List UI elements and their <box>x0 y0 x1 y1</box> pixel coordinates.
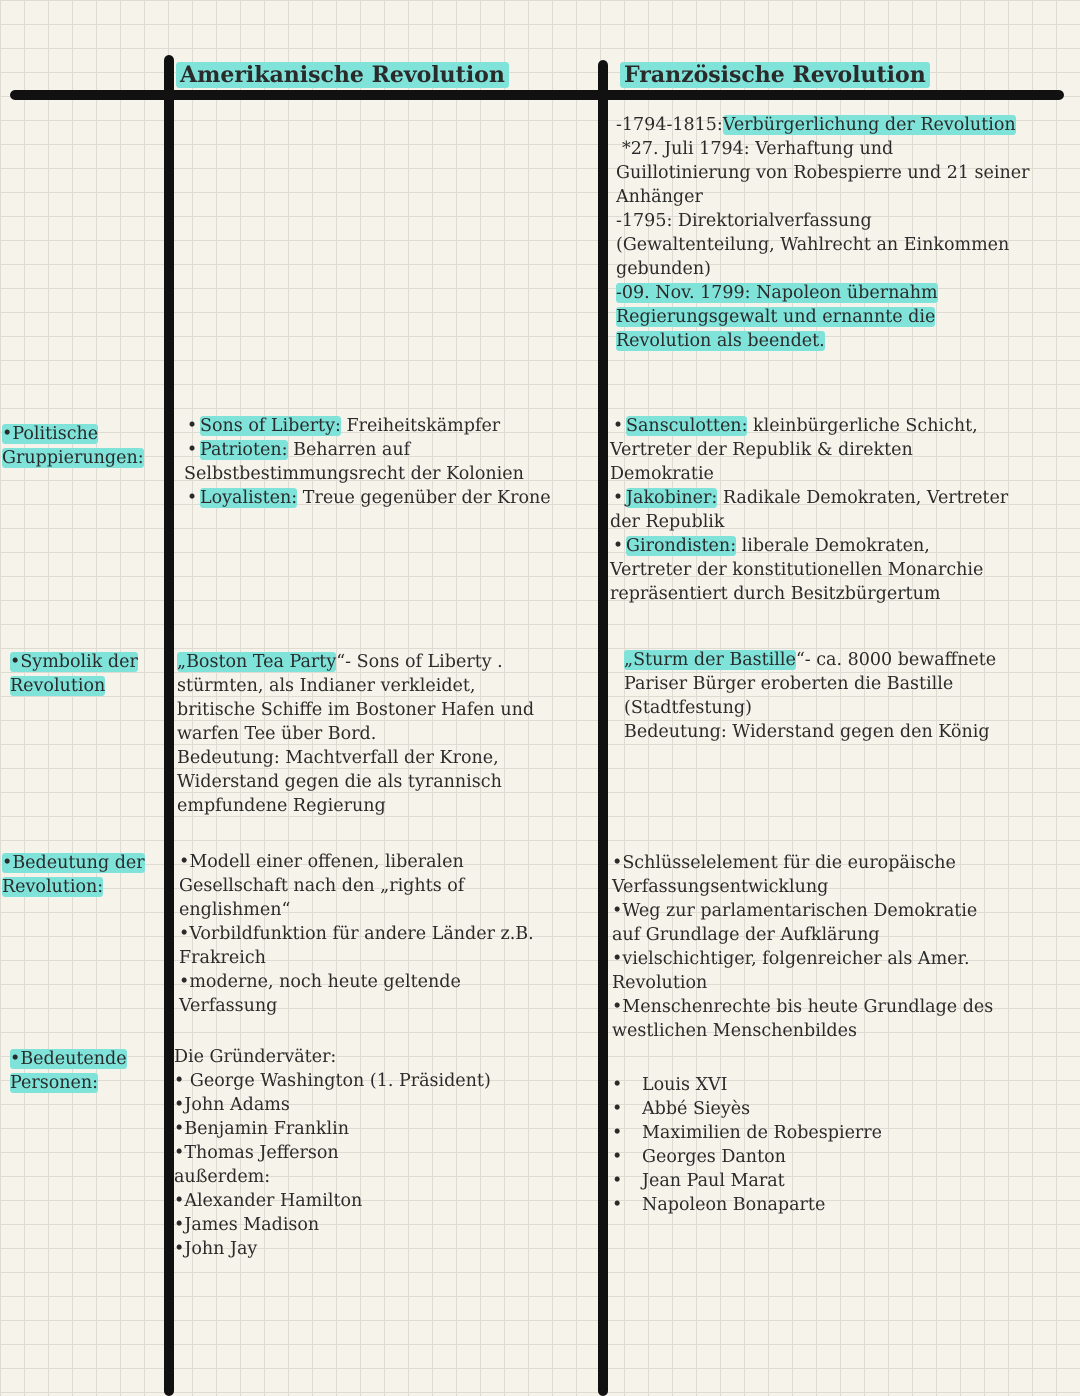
column-header-french: Französische Revolution <box>620 62 930 88</box>
column-header-american: Amerikanische Revolution <box>176 62 509 88</box>
french-meaning: •Schlüsselelement für die europäische Verfassungsentwicklung •Weg zur parlamentarischen Demokratie auf Grundlage der Aufklärung •vielschichtiger, folgenreicher als Amer. Revolution •Menschenrechte bis heute Grundlage des westlichen Menschenbildes <box>612 853 994 1041</box>
list-item: • Abbé Sieyès <box>612 1099 751 1119</box>
row-label-symbolism: •Symbolik der Revolution <box>10 652 138 696</box>
list-item: • Maximilien de Robespierre <box>612 1123 883 1143</box>
column-divider-left <box>164 55 174 1396</box>
american-meaning: •Modell einer offenen, liberalen Gesellschaft nach den „rights of englishmen“ •Vorbildfunktion für andere Länder z.B. Frakreich •moderne, noch heute geltende Verfassung <box>179 852 534 1016</box>
french-political-groups: • Sansculotten: kleinbürgerliche Schicht, Vertreter der Republik & direkten Demokratie • Jakobiner: Radikale Demokraten, Vertreter der Republik • Girondisten: liberale Demokraten, Vertreter der konstitutionellen Monarchie repräsentiert durch Besitzbürgertum <box>610 416 1009 604</box>
american-political-groups: • Sons of Liberty: Freiheitskämpfer • Patrioten: Beharren auf Selbstbestimmungsrecht der Kolonien • Loyalisten: Treue gegenüber der Krone <box>184 416 551 508</box>
american-symbolism: „Boston Tea Party“- Sons of Liberty . stürmten, als Indianer verkleidet, britische Schiffe im Bostoner Hafen und warfen Tee über Bord. Bedeutung: Machtverfall der Krone, Widerstand gegen die als tyrannisch empfundene Regierung <box>177 652 535 816</box>
row-label-persons: •Bedeutende Personen: <box>10 1049 127 1093</box>
french-symbolism: „Sturm der Bastille“- ca. 8000 bewaffnete Pariser Bürger eroberten die Bastille (Stadtfestung) Bedeutung: Widerstand gegen den König <box>624 650 997 742</box>
french-persons <box>612 1073 882 1217</box>
american-persons: Die Gründerväter: • George Washington (1. Präsident) •John Adams •Benjamin Franklin •Thomas Jefferson außerdem: •Alexander Hamilton •James Madison •John Jay <box>174 1047 491 1259</box>
list-item: • Georges Danton <box>612 1147 786 1167</box>
row-label-political-groups: •Politische Gruppierungen: <box>2 424 144 468</box>
list-item: • Jean Paul Marat <box>612 1171 785 1191</box>
list-item: • Napoleon Bonaparte <box>612 1195 826 1215</box>
row-label-meaning: •Bedeutung der Revolution: <box>2 853 145 897</box>
french-timeline: -1794-1815:Verbürgerlichung der Revolution *27. Juli 1794: Verhaftung und Guillotinierung von Robespierre und 21 seiner Anhänger -1795: Direktorialverfassung (Gewaltenteilung, Wahlrecht an Einkommen gebunden) -09. Nov. 1799: Napoleon übernahm Regierungsgewalt und ernannte die Revolution als beendet. <box>616 115 1030 351</box>
column-divider-right <box>598 60 608 1396</box>
list-item: • Louis XVI <box>612 1075 728 1095</box>
